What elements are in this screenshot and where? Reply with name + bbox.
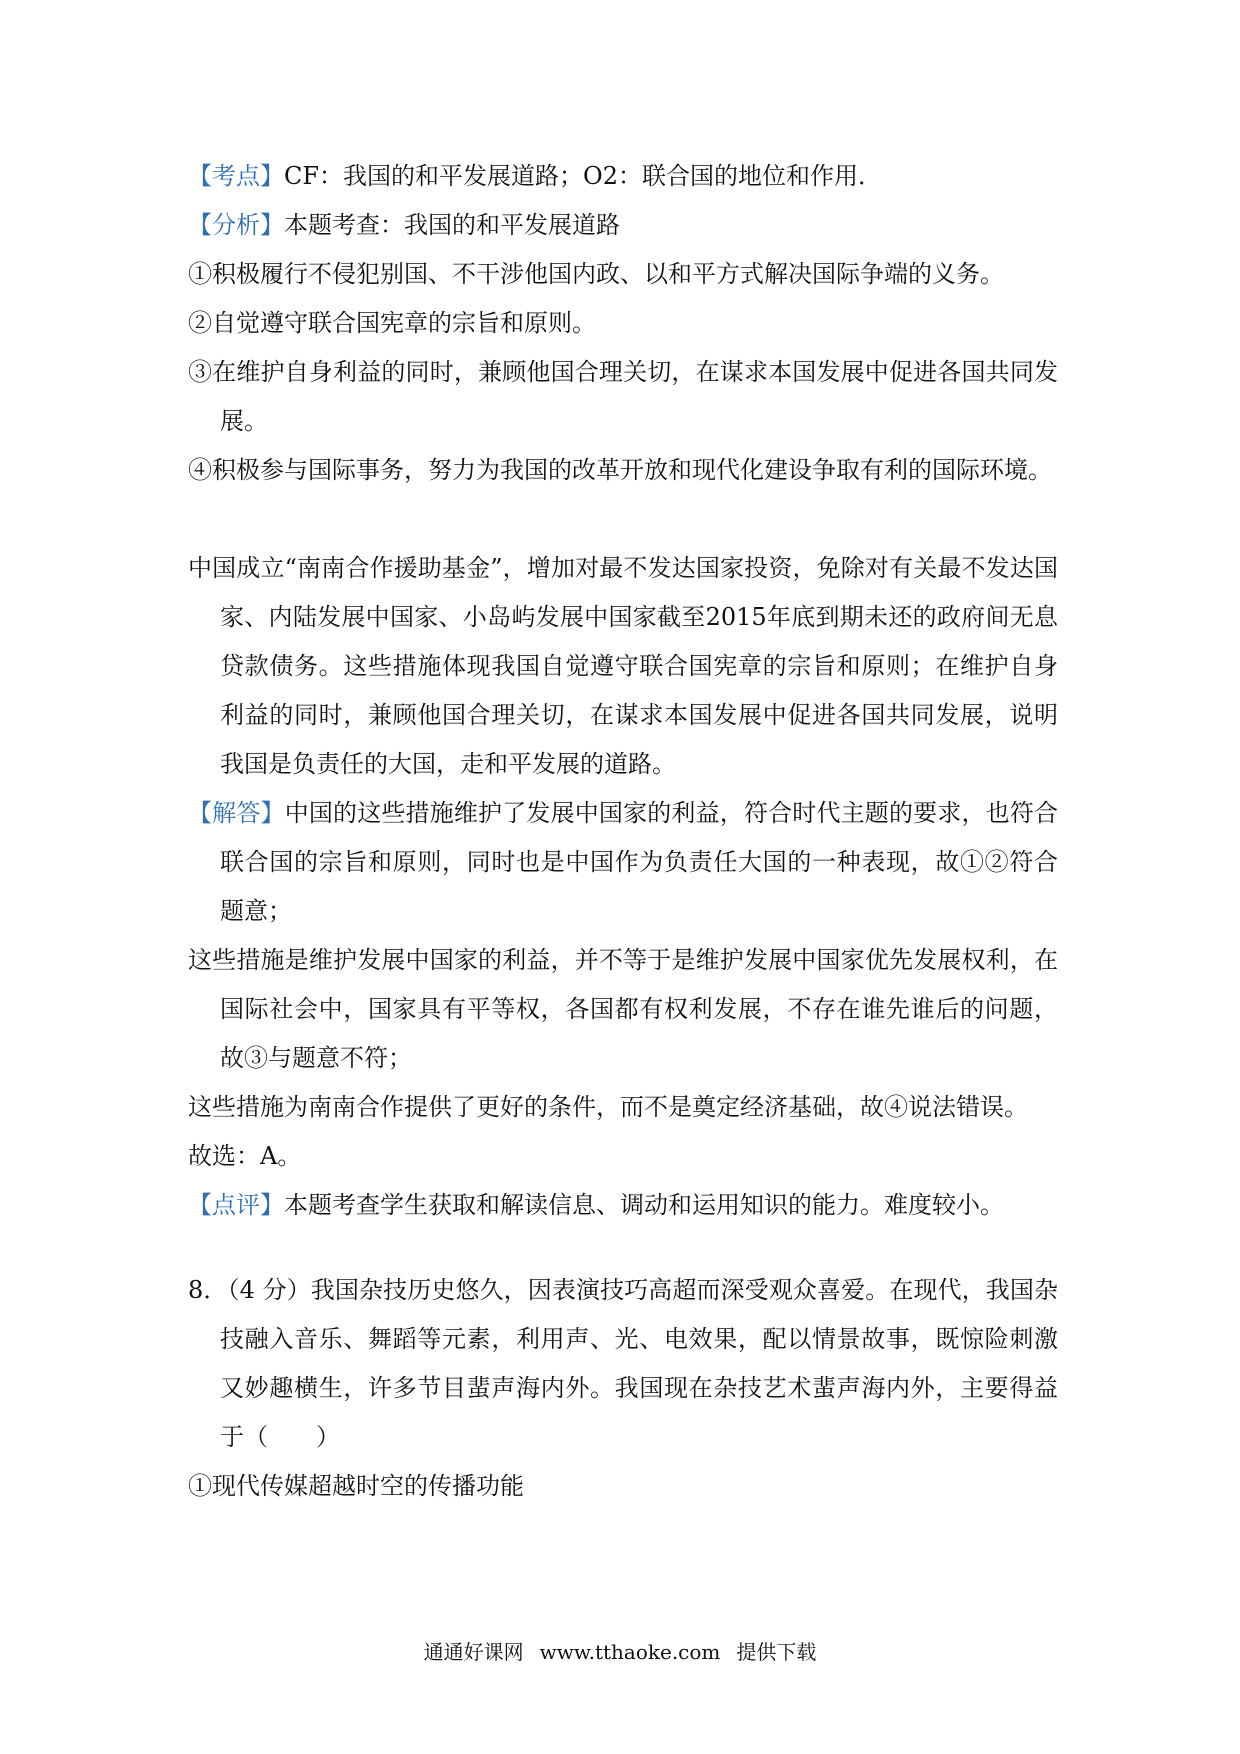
jieda-tag-close: 】 — [260, 799, 285, 827]
jieda-paragraph — [188, 789, 1058, 936]
dianping-paragraph — [188, 1181, 1058, 1230]
point-item: ④积极参与国际事务，努力为我国的改革开放和现代化建设争取有利的国际环境。 — [188, 456, 1052, 484]
spacer — [188, 1230, 1058, 1266]
page-footer — [0, 1636, 1240, 1665]
dianping-tag-open: 【 — [188, 1191, 212, 1219]
fenxi-text: 本题考查：我国的和平发展道路 — [284, 211, 620, 239]
kaodian-text: CF：我国的和平发展道路；O2：联合国的地位和作用． — [284, 162, 882, 190]
point-item: ②自觉遵守联合国宪章的宗旨和原则。 — [188, 309, 596, 337]
kaodian-tag-close: 】 — [260, 162, 284, 190]
footer-suffix: 提供下载 — [736, 1640, 817, 1664]
point-item: ①积极履行不侵犯别国、不干涉他国内政、以和平方式解决国际争端的义务。 — [188, 260, 1004, 288]
question-8-option-1: ①现代传媒超越时空的传播功能 — [188, 1472, 524, 1500]
spacer — [188, 495, 1058, 544]
kaodian-tag: 考点 — [212, 162, 260, 190]
answer-content — [188, 152, 1058, 1511]
jieda-text: 中国的这些措施维护了发展中国家的利益，符合时代主题的要求，也符合联合国的宗旨和原则，同时也是中国作为负责任大国的一种表现，故①②符合题意； — [220, 799, 1058, 925]
question-8-stem: 8．（4 分）我国杂技历史悠久，因表演技巧高超而深受观众喜爱。在现代，我国杂技融入音乐、舞蹈等元素，利用声、光、电效果，配以情景故事，既惊险刺激又妙趣横生，许多节目蜚声海内外。我国现在杂技艺术蜚声海内外，主要得益于（ ） — [188, 1276, 1058, 1451]
jieda-more-paragraph: 这些措施为南南合作提供了更好的条件，而不是奠定经济基础，故④说法错误。 — [188, 1093, 1028, 1121]
answer-choice: 故选：A。 — [188, 1142, 302, 1170]
jieda-more-paragraph: 这些措施是维护发展中国家的利益，并不等于是维护发展中国家优先发展权利，在国际社会中，国家具有平等权，各国都有权利发展，不存在谁先谁后的问题，故③与题意不符； — [188, 946, 1058, 1072]
fenxi-paragraph — [188, 201, 1058, 250]
fenxi-tag-open: 【 — [188, 211, 212, 239]
kaodian-tag-open: 【 — [188, 162, 212, 190]
material-paragraph: 中国成立“南南合作援助基金”，增加对最不发达国家投资，免除对有关最不发达国家、内陆发展中国家、小岛屿发展中国家截至2015年底到期未还的政府间无息贷款债务。这些措施体现我国自觉遵守联合国宪章的宗旨和原则；在维护自身利益的同时，兼顾他国合理关切，在谋求本国发展中促进各国共同发展，说明我国是负责任的大国，走和平发展的道路。 — [188, 554, 1058, 778]
footer-url: www.tthaoke.com — [539, 1640, 721, 1664]
kaodian-paragraph — [188, 152, 1058, 201]
footer-site-name: 通通好课网 — [423, 1640, 524, 1664]
jieda-tag-open: 【 — [188, 799, 213, 827]
point-item: ③在维护自身利益的同时，兼顾他国合理关切，在谋求本国发展中促进各国共同发展。 — [188, 358, 1058, 435]
dianping-tag-close: 】 — [260, 1191, 284, 1219]
jieda-tag: 解答 — [212, 799, 261, 827]
fenxi-tag: 分析 — [212, 211, 260, 239]
fenxi-tag-close: 】 — [260, 211, 284, 239]
dianping-tag: 点评 — [212, 1191, 260, 1219]
dianping-text: 本题考查学生获取和解读信息、调动和运用知识的能力。难度较小。 — [284, 1191, 1004, 1219]
